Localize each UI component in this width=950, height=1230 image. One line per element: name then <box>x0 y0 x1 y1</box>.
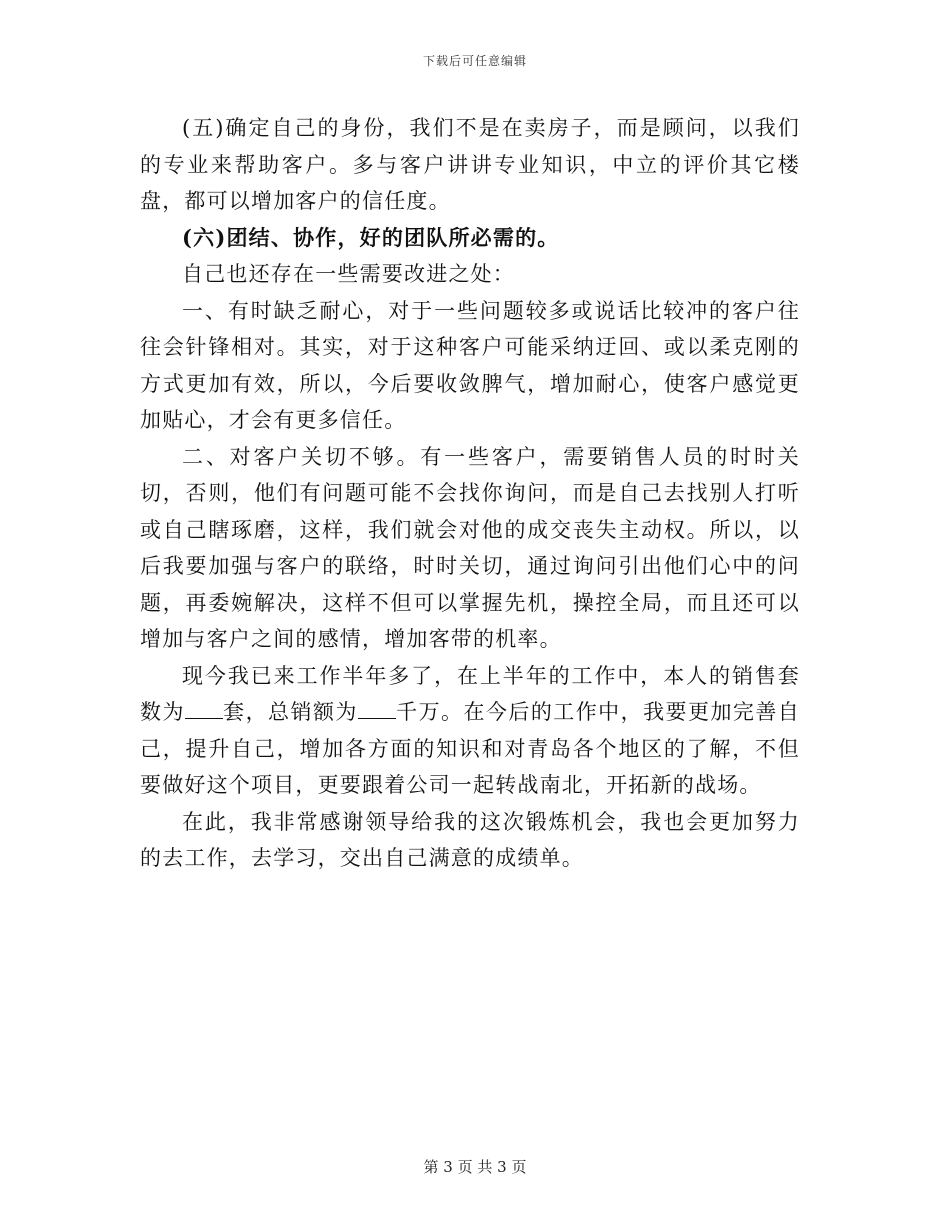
blank-sales-count <box>185 700 223 719</box>
document-body <box>140 110 800 877</box>
paragraph-identity: (五)确定自己的身份，我们不是在卖房子，而是顾问，以我们的专业来帮助客户。多与客户讲讲专业知识，中立的评价其它楼盘，都可以增加客户的信任度。 <box>140 116 800 213</box>
paragraph-patience: 一、有时缺乏耐心，对于一些问题较多或说话比较冲的客户往往会针锋相对。其实，对于这种客户可能采纳迂回、或以柔克刚的方式更加有效，所以，今后要收敛脾气，增加耐心，使客户感觉更加贴心，才会有更多信任。 <box>140 298 800 432</box>
paragraph-sales-summary <box>140 658 800 804</box>
page-header: 下载后可任意编辑 <box>422 54 527 68</box>
paragraph-improvements-intro: 自己也还存在一些需要改进之处： <box>182 262 515 286</box>
paragraph-teamwork-heading: (六)团结、协作，好的团队所必需的。 <box>182 224 560 250</box>
sales-text-part3: 千万。在今后的工作中，我要更加完善自己，提升自己，增加各方面的知识和对青岛各个地区的了解，不但要做好这个项目，更要跟着公司一起转战南北，开拓新的战场。 <box>140 700 800 797</box>
paragraph-customer-care: 二、对客户关切不够。有一些客户，需要销售人员的时时关切，否则，他们有问题可能不会找你询问，而是自己去找别人打听或自己瞎琢磨，这样，我们就会对他的成交丧失主动权。所以，以后我要加强与客户的联络，时时关切，通过询问引出他们心中的问题，再委婉解决，这样不但可以掌握先机，操控全局，而且还可以增加与客户之间的感情，增加客带的机率。 <box>140 444 800 651</box>
sales-text-part2: 套，总销额为 <box>222 700 358 724</box>
sales-text-part1: 现今我已来工作半年多了，在上半年的工作中，本人的销售套数为 <box>140 663 800 724</box>
page-footer: 第 3 页 共 3 页 <box>423 1158 527 1176</box>
blank-total-sales <box>358 700 396 719</box>
paragraph-closing: 在此，我非常感谢领导给我的这次锻炼机会，我也会更加努力的去工作，去学习，交出自己满意的成绩单。 <box>140 809 800 870</box>
